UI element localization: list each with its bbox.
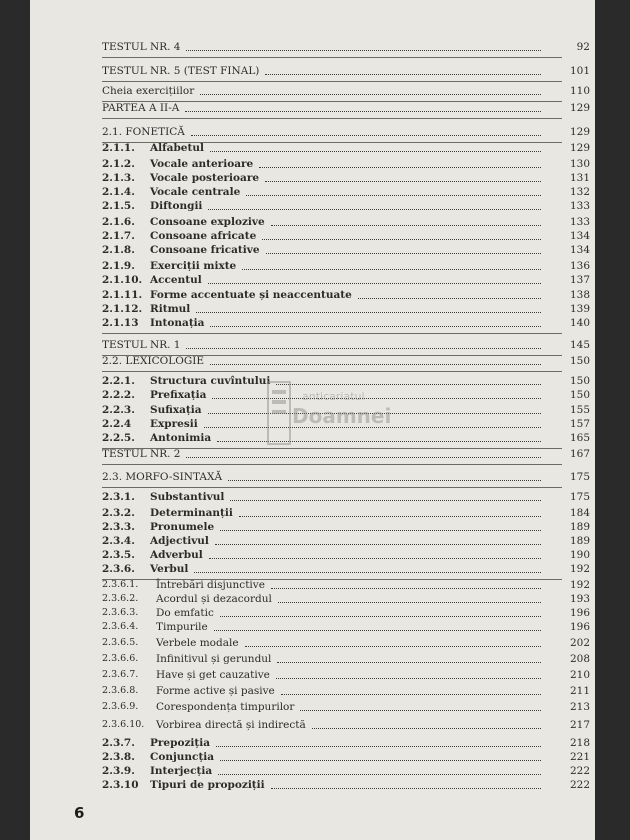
toc-entry-number: 2.2.2. <box>102 389 135 401</box>
toc-page-number: 129 <box>569 142 590 154</box>
toc-page-number: 133 <box>569 216 590 228</box>
toc-entry <box>30 490 595 504</box>
toc-page-number: 140 <box>569 317 590 329</box>
toc-entry-number: 2.1.4. <box>102 186 135 198</box>
toc-entry <box>30 750 595 764</box>
toc-entry <box>30 764 595 778</box>
toc-entry-number: PARTEA A II-A <box>102 102 180 114</box>
toc-page-number: 150 <box>569 355 590 367</box>
toc-heading <box>30 125 595 139</box>
toc-page-number: 189 <box>569 521 590 533</box>
toc-entry-number: 2.1.2. <box>102 158 135 170</box>
dot-leader <box>265 181 541 182</box>
toc-entry <box>30 718 595 732</box>
toc-entry <box>30 417 595 431</box>
toc-page-number: 189 <box>569 535 590 547</box>
toc-entry-title: Forme accentuate și neaccentuate <box>150 289 352 301</box>
watermark-big-text: Doamnei <box>292 404 392 428</box>
section-rule <box>102 118 562 119</box>
dot-leader <box>228 480 541 481</box>
toc-entry-number: 2.3.6.3. <box>102 607 139 618</box>
toc-heading <box>30 470 595 484</box>
toc-entry-number: 2.3.6.4. <box>102 621 139 632</box>
dot-leader <box>185 111 541 112</box>
toc-entry-title: Infinitivul și gerundul <box>156 653 272 665</box>
toc-entry-number: 2.3.3. <box>102 521 135 533</box>
toc-entry <box>30 520 595 534</box>
toc-heading <box>30 354 595 368</box>
toc-page-number: 145 <box>569 339 590 351</box>
toc-entry-number: 2.3. MORFO-SINTAXĂ <box>102 471 223 483</box>
toc-entry-title: Antonimia <box>150 432 212 444</box>
toc-entry-title: Have și get cauzative <box>156 669 270 681</box>
section-rule <box>102 81 562 82</box>
toc-entry <box>30 171 595 185</box>
toc-entry-number: TESTUL NR. 5 (TEST FINAL) <box>102 65 260 77</box>
toc-heading <box>30 40 595 54</box>
toc-entry-number: Cheia exercițiilor <box>102 85 195 97</box>
toc-entry-title: Verbul <box>150 563 189 575</box>
dot-leader <box>191 135 541 136</box>
toc-page-number: 175 <box>569 491 590 503</box>
toc-entry-title: Adjectivul <box>150 535 209 547</box>
dot-leader <box>277 662 541 663</box>
dot-leader <box>214 630 541 631</box>
dot-leader <box>210 364 541 365</box>
toc-entry <box>30 199 595 213</box>
toc-entry-title: Exerciții mixte <box>150 260 237 272</box>
toc-entry-number: 2.1.11. <box>102 289 143 301</box>
toc-page-number: 138 <box>569 289 590 301</box>
toc-page-number: 213 <box>569 701 590 713</box>
toc-entry-number: 2.3.6.10. <box>102 719 145 730</box>
dot-leader <box>218 774 541 775</box>
toc-entry <box>30 778 595 792</box>
toc-entry <box>30 185 595 199</box>
dot-leader <box>204 427 541 428</box>
toc-entry-title: Consoane fricative <box>150 244 260 256</box>
toc-page-number: 210 <box>569 669 590 681</box>
toc-entry-number: 2.1.1. <box>102 142 135 154</box>
toc-entry-title: Structura cuvîntului <box>150 375 271 387</box>
dot-leader <box>216 746 541 747</box>
toc-entry-number: 2.3.6.9. <box>102 701 139 712</box>
dot-leader <box>259 167 541 168</box>
toc-entry-title: Ritmul <box>150 303 191 315</box>
toc-entry-title: Do emfatic <box>156 607 214 619</box>
watermark-small-text: anticariatul <box>302 390 365 403</box>
toc-entry-number: 2.2. LEXICOLOGIE <box>102 355 205 367</box>
toc-entry <box>30 215 595 229</box>
toc-page-number: 134 <box>569 230 590 242</box>
toc-page-number: 110 <box>569 85 590 97</box>
toc-page-number: 137 <box>569 274 590 286</box>
toc-entry-number: 2.2.4 <box>102 418 132 430</box>
toc-entry <box>30 388 595 402</box>
toc-page-number: 134 <box>569 244 590 256</box>
toc-entry <box>30 578 595 592</box>
toc-entry-title: Tipuri de propoziții <box>150 779 265 791</box>
toc-page-number: 217 <box>569 719 590 731</box>
toc-entry-number: 2.3.1. <box>102 491 135 503</box>
page-number: 6 <box>74 804 85 822</box>
toc-entry-title: Interjecția <box>150 765 213 777</box>
toc-page-number: 218 <box>569 737 590 749</box>
toc-entry-title: Consoane explozive <box>150 216 265 228</box>
toc-entry-number: 2.3.6.8. <box>102 685 139 696</box>
toc-page-number: 92 <box>576 41 590 53</box>
toc-entry <box>30 403 595 417</box>
dot-leader <box>210 151 541 152</box>
dot-leader <box>276 384 541 385</box>
toc-entry <box>30 506 595 520</box>
dot-leader <box>230 500 541 501</box>
toc-entry-number: 2.3.5. <box>102 549 135 561</box>
dot-leader <box>186 348 541 349</box>
toc-page-number: 129 <box>569 126 590 138</box>
toc-page-number: 133 <box>569 200 590 212</box>
toc-heading <box>30 447 595 461</box>
toc-entry-number: 2.2.1. <box>102 375 135 387</box>
toc-page-number: 155 <box>569 404 590 416</box>
toc-entry-title: Expresii <box>150 418 198 430</box>
dot-leader <box>278 602 541 603</box>
toc-entry-title: Diftongii <box>150 200 203 212</box>
toc-entry-title: Timpurile <box>156 621 208 633</box>
toc-entry <box>30 736 595 750</box>
dot-leader <box>312 728 541 729</box>
toc-page-number: 211 <box>569 685 590 697</box>
toc-heading <box>30 64 595 78</box>
toc-entry-title: Corespondența timpurilor <box>156 701 295 713</box>
toc-entry-title: Sufixația <box>150 404 202 416</box>
toc-entry-number: 2.2.5. <box>102 432 135 444</box>
toc-entry-title: Acordul și dezacordul <box>156 593 272 605</box>
toc-entry <box>30 157 595 171</box>
dot-leader <box>242 269 541 270</box>
dot-leader <box>208 209 541 210</box>
toc-entry <box>30 141 595 155</box>
toc-entry <box>30 534 595 548</box>
section-rule <box>102 57 562 58</box>
toc-entry <box>30 243 595 257</box>
toc-entry-title: Adverbul <box>150 549 203 561</box>
dot-leader <box>186 457 541 458</box>
toc-page-number: 221 <box>569 751 590 763</box>
toc-entry-number: 2.1.13 <box>102 317 139 329</box>
toc-entry <box>30 374 595 388</box>
toc-entry-number: 2.1. FONETICĂ <box>102 126 185 138</box>
dot-leader <box>196 312 541 313</box>
toc-page-number: 139 <box>569 303 590 315</box>
toc-entry-number: 2.3.6.2. <box>102 593 139 604</box>
toc-entry-number: 2.1.5. <box>102 200 135 212</box>
dot-leader <box>245 646 541 647</box>
toc-page-number: 208 <box>569 653 590 665</box>
toc-heading <box>30 338 595 352</box>
toc-page-number: 129 <box>569 102 590 114</box>
dot-leader <box>239 516 541 517</box>
toc-entry-title: Întrebări disjunctive <box>156 579 265 591</box>
toc-entry-title: Vocale anterioare <box>150 158 254 170</box>
toc-entry-title: Prefixația <box>150 389 207 401</box>
toc-entry-number: 2.3.4. <box>102 535 135 547</box>
toc-entry <box>30 316 595 330</box>
toc-entry <box>30 302 595 316</box>
toc-entry-number: 2.3.2. <box>102 507 135 519</box>
toc-page-number: 130 <box>569 158 590 170</box>
dot-leader <box>215 544 541 545</box>
dot-leader <box>300 710 541 711</box>
toc-page-number: 157 <box>569 418 590 430</box>
dot-leader <box>281 694 541 695</box>
toc-page-number: 175 <box>569 471 590 483</box>
toc-entry-number: TESTUL NR. 4 <box>102 41 181 53</box>
dot-leader <box>271 225 541 226</box>
toc-entry-number: 2.1.12. <box>102 303 143 315</box>
dot-leader <box>186 50 541 51</box>
section-rule <box>102 464 562 465</box>
dot-leader <box>246 195 541 196</box>
toc-entry-title: Substantivul <box>150 491 225 503</box>
toc-heading <box>30 84 595 98</box>
toc-entry-number: 2.3.6. <box>102 563 135 575</box>
toc-entry-number: 2.1.3. <box>102 172 135 184</box>
book-page <box>30 0 595 840</box>
toc-heading <box>30 101 595 115</box>
dot-leader <box>212 398 541 399</box>
toc-entry-number: 2.2.3. <box>102 404 135 416</box>
toc-page-number: 193 <box>569 593 590 605</box>
toc-entry-number: TESTUL NR. 1 <box>102 339 181 351</box>
section-rule <box>102 333 562 334</box>
dot-leader <box>209 558 541 559</box>
toc-entry-title: Consoane africate <box>150 230 257 242</box>
dot-leader <box>220 616 541 617</box>
toc-page-number: 167 <box>569 448 590 460</box>
toc-entry-number: 2.3.6.1. <box>102 579 139 590</box>
toc-entry-number: 2.1.6. <box>102 216 135 228</box>
toc-page-number: 190 <box>569 549 590 561</box>
toc-entry-number: 2.3.7. <box>102 737 135 749</box>
toc-page-number: 150 <box>569 389 590 401</box>
dot-leader <box>194 572 541 573</box>
dot-leader <box>276 678 541 679</box>
toc-entry-title: Vorbirea directă și indirectă <box>156 719 306 731</box>
toc-entry-number: 2.1.7. <box>102 230 135 242</box>
dot-leader <box>271 788 541 789</box>
table-of-contents <box>30 0 595 800</box>
toc-entry-number: 2.1.9. <box>102 260 135 272</box>
toc-entry-title: Vocale posterioare <box>150 172 260 184</box>
toc-entry-number: 2.1.8. <box>102 244 135 256</box>
dot-leader <box>262 239 541 240</box>
dot-leader <box>265 74 541 75</box>
toc-entry-title: Alfabetul <box>150 142 204 154</box>
toc-page-number: 165 <box>569 432 590 444</box>
toc-entry-title: Forme active și pasive <box>156 685 275 697</box>
toc-entry-number: 2.3.9. <box>102 765 135 777</box>
toc-entry-title: Accentul <box>150 274 202 286</box>
toc-entry <box>30 592 595 606</box>
toc-page-number: 132 <box>569 186 590 198</box>
section-rule <box>102 371 562 372</box>
toc-entry <box>30 273 595 287</box>
dot-leader <box>271 588 541 589</box>
toc-entry-number: 2.3.8. <box>102 751 135 763</box>
toc-page-number: 196 <box>569 607 590 619</box>
toc-entry-number: 2.3.10 <box>102 779 139 791</box>
toc-page-number: 101 <box>569 65 590 77</box>
toc-page-number: 196 <box>569 621 590 633</box>
toc-entry-title: Intonația <box>150 317 205 329</box>
dot-leader <box>220 530 541 531</box>
dot-leader <box>358 298 541 299</box>
toc-page-number: 202 <box>569 637 590 649</box>
toc-entry <box>30 620 595 634</box>
toc-entry <box>30 636 595 650</box>
toc-entry-number: 2.3.6.7. <box>102 669 139 680</box>
toc-page-number: 222 <box>569 779 590 791</box>
dot-leader <box>217 441 541 442</box>
toc-entry-title: Prepoziția <box>150 737 211 749</box>
dot-leader <box>210 326 541 327</box>
toc-entry-title: Pronumele <box>150 521 215 533</box>
toc-entry <box>30 562 595 576</box>
dot-leader <box>266 253 541 254</box>
dot-leader <box>208 283 541 284</box>
toc-entry-number: 2.3.6.6. <box>102 653 139 664</box>
toc-entry <box>30 229 595 243</box>
toc-entry <box>30 431 595 445</box>
dot-leader <box>208 413 541 414</box>
dot-leader <box>200 94 541 95</box>
toc-page-number: 136 <box>569 260 590 272</box>
toc-entry-title: Determinanții <box>150 507 233 519</box>
toc-entry <box>30 259 595 273</box>
toc-page-number: 131 <box>569 172 590 184</box>
section-rule <box>102 487 562 488</box>
toc-page-number: 192 <box>569 563 590 575</box>
toc-entry-number: TESTUL NR. 2 <box>102 448 181 460</box>
toc-entry <box>30 652 595 666</box>
toc-page-number: 222 <box>569 765 590 777</box>
toc-page-number: 184 <box>569 507 590 519</box>
toc-entry <box>30 668 595 682</box>
dot-leader <box>220 760 541 761</box>
toc-entry <box>30 684 595 698</box>
toc-entry-title: Vocale centrale <box>150 186 241 198</box>
toc-entry <box>30 700 595 714</box>
toc-page-number: 150 <box>569 375 590 387</box>
toc-entry-title: Conjuncția <box>150 751 215 763</box>
toc-entry-number: 2.3.6.5. <box>102 637 139 648</box>
toc-entry-number: 2.1.10. <box>102 274 143 286</box>
toc-entry-title: Verbele modale <box>156 637 239 649</box>
toc-page-number: 192 <box>569 579 590 591</box>
toc-entry <box>30 548 595 562</box>
toc-entry <box>30 606 595 620</box>
toc-entry <box>30 288 595 302</box>
